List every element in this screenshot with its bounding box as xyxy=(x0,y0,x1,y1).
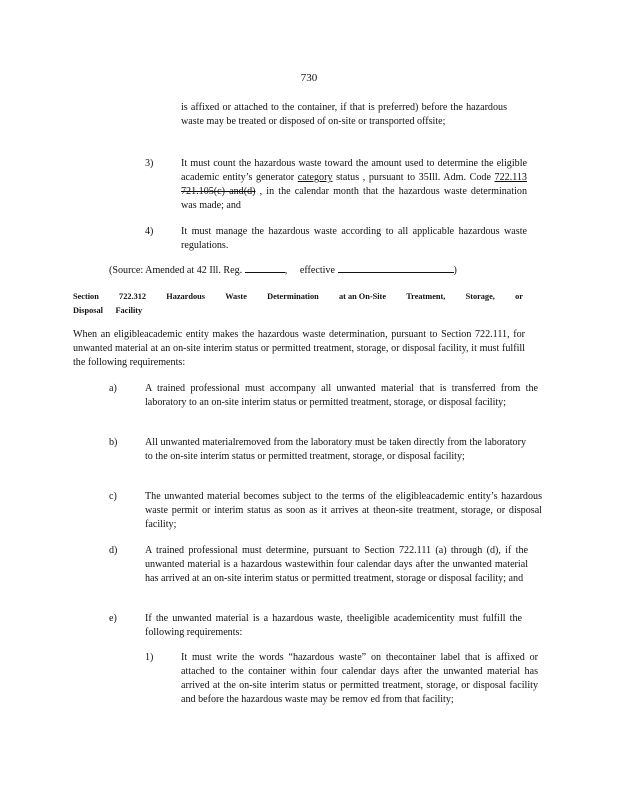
subsection-a-text: A trained professional must accompany all unwanted material that is transferred from the laboratory to an on-site interim status or permitted treatment, storage, or disposal facility; xyxy=(145,383,538,408)
intro-paragraph: When an eligibleacademic entity makes the hazardous waste determination, pursuant to Section 722.111, for unwanted material at an on-site interim status or permitted treatment, storage, or disposal facility, it must fulfill the following requirements: xyxy=(73,329,525,368)
subsection-d-text: A trained professional must determine, pursuant to Section 722.111 (a) through (d), if the unwanted material is a hazardous wastewithin four calendar days after the unwanted material has arrived at an on-site interim status or permitted treatment, storage or disposal facility; and xyxy=(145,545,528,584)
section-heading xyxy=(73,290,523,318)
source-effective: effective xyxy=(299,265,335,276)
page-number: 730 xyxy=(300,72,318,84)
source-close: ) xyxy=(453,265,457,276)
subsection-e-label: e) xyxy=(109,613,117,624)
source-line xyxy=(109,263,529,278)
subsection-a-label: a) xyxy=(109,383,117,394)
subsection-b-text: All unwanted materialremoved from the laboratory must be taken directly from the laboratory to the on-site interim status or permitted treatment, storage, or disposal facility; xyxy=(145,437,526,462)
source-register-blank xyxy=(245,263,285,273)
item-4-text: It must manage the hazardous waste according to all applicable hazardous waste regulations. xyxy=(181,226,527,251)
source-prefix: (Source: Amended at 42 Ill. Reg. xyxy=(109,265,243,276)
item-3-label: 3) xyxy=(145,158,154,169)
item-3-inserted-code: 722.113 xyxy=(494,172,527,183)
subsection-d-label: d) xyxy=(109,545,118,556)
item-3-text-b: status , pursuant to 35Ill. Adm. Code xyxy=(336,172,491,183)
section-heading-line-1: Section 722.312 Hazardous Waste Determination at an On-Site Treatment, Storage, or xyxy=(73,292,523,301)
subsection-e-item-1-label: 1) xyxy=(145,652,154,663)
item-3-underlined-word: category xyxy=(297,172,333,183)
subsection-e-item-1-text: It must write the words “hazardous waste” on thecontainer label that is affixed or attached to the container within four calendar days after the unwanted material has arrived at the on-site interim status or permitted treatment, storage, or disposal facility and before the hazardous waste may be remov ed from that facility; xyxy=(181,652,538,705)
item-3-text-c: , in the calendar month that the hazardous waste determination was made; and xyxy=(181,186,527,211)
section-heading-line-2: Disposal Facility xyxy=(73,306,143,315)
item-3-deleted-code: 721.105(c) and(d) xyxy=(181,186,256,197)
source-comma: , xyxy=(284,265,288,276)
continuation-text: is affixed or attached to the container, if that is preferred) before the hazardous waste may be treated or disposed of on-site or transported offsite; xyxy=(181,102,507,127)
source-effective-blank xyxy=(338,263,454,273)
item-3-text xyxy=(181,157,527,213)
subsection-c-label: c) xyxy=(109,491,117,502)
item-3-text-a: It must count the hazardous waste toward the amount used to determine the eligible academic entity’s generator xyxy=(181,158,527,183)
subsection-c-text: The unwanted material becomes subject to the terms of the eligibleacademic entity’s hazardous waste permit or interim status as soon as it arrives at theon-site treatment, storage, or disposal facility; xyxy=(145,491,542,530)
subsection-b-label: b) xyxy=(109,437,118,448)
item-4-label: 4) xyxy=(145,226,154,237)
subsection-e-text: If the unwanted material is a hazardous waste, theeligible academicentity must fulfill the following requirements: xyxy=(145,613,522,638)
